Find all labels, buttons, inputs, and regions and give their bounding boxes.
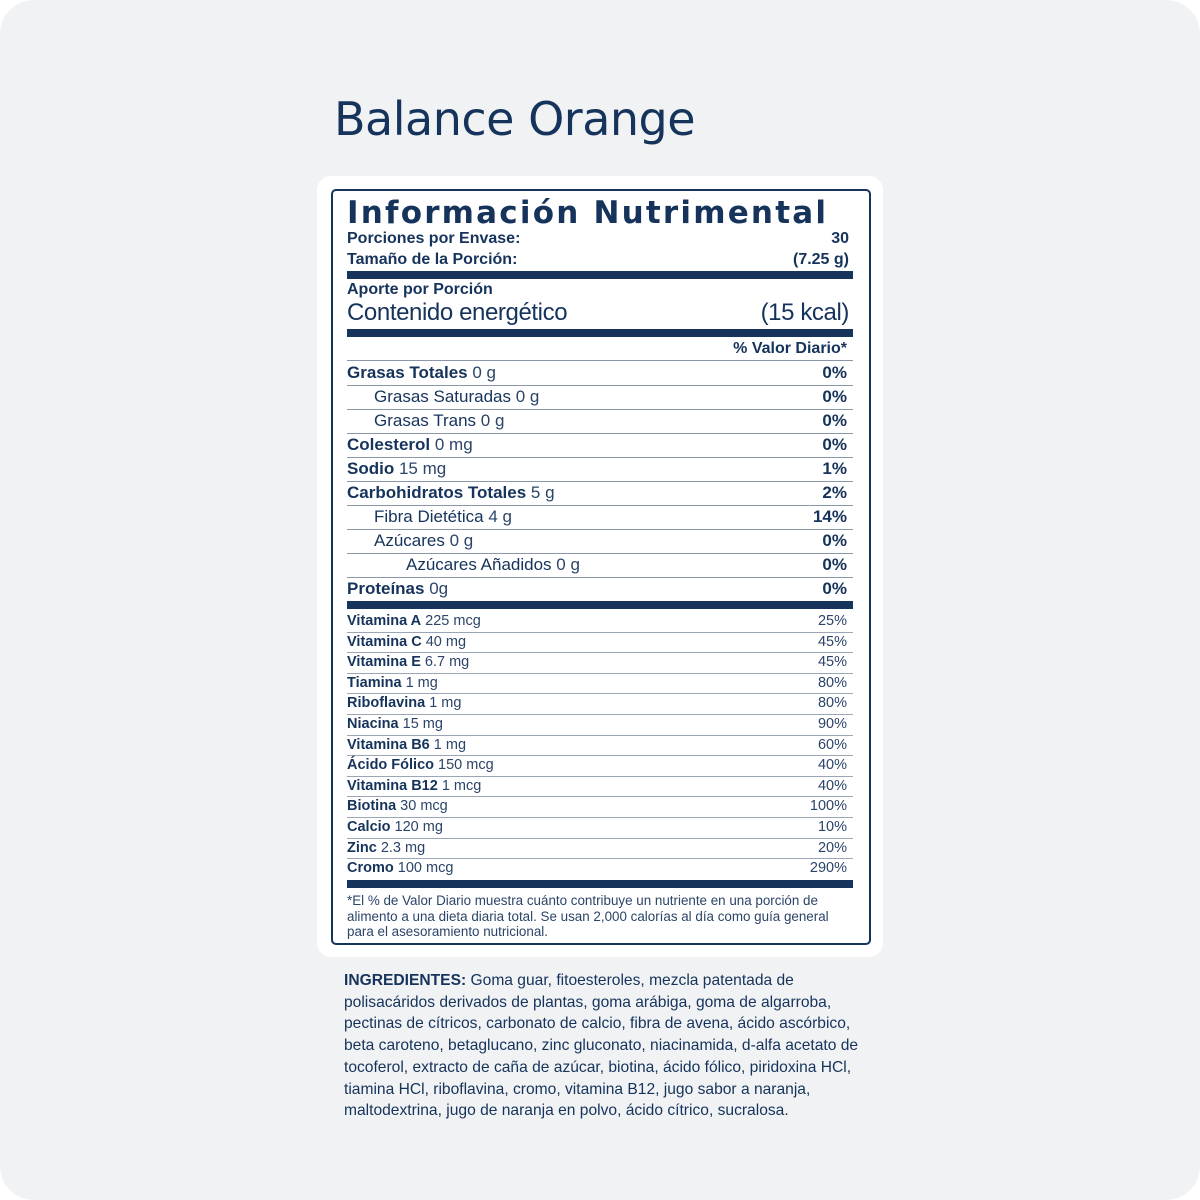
nutrient-daily-value: 2% [822,483,847,502]
vitamin-name: Vitamina A [347,613,422,629]
nutrient-daily-value: 14% [812,507,847,526]
nutrient-label [347,361,496,385]
nutrient-amount: 0g [429,579,449,598]
nutrient-row [347,409,853,434]
vitamin-label [347,652,469,673]
vitamin-amount: 1 mg [405,674,438,691]
vitamin-row [347,611,853,633]
nutrient-row [347,481,853,506]
vitamin-label [347,673,438,694]
nutrient-name: Fibra Dietética [374,507,484,526]
nutrient-name: Grasas Saturadas [374,387,512,406]
servings-label: Porciones por Envase: [347,230,521,247]
thick-divider [347,329,853,337]
vitamin-label [347,858,453,879]
nutrient-label [347,529,473,553]
vitamin-name: Vitamina C [347,633,422,650]
vitamin-name: Biotina [347,798,397,815]
product-title: Balance Orange [334,92,696,146]
nutrient-amount: 0 mg [434,435,473,454]
servings-row [347,229,853,248]
vitamin-row [347,714,853,736]
vitamin-daily-value: 290% [809,860,847,877]
nutrient-label [347,481,555,505]
vitamin-label [347,735,466,756]
nutrient-row [347,361,853,386]
vitamin-daily-value: 45% [817,633,847,650]
nutrient-row [347,577,853,601]
nutrient-amount: 0 g [480,411,505,430]
nutrient-name: Colesterol [347,435,431,454]
vitamin-label [347,693,461,714]
nutrient-label [347,409,504,433]
servings-value: 30 [831,230,849,247]
nutrient-label [347,433,473,457]
nutrient-amount: 0 g [556,555,580,574]
nutrient-row [347,553,853,578]
serving-size-row [347,250,853,269]
serving-size-label: Tamaño de la Porción: [347,251,518,268]
ingredients-block [344,970,874,1122]
vitamin-name: Niacina [347,716,399,732]
vitamin-daily-value: 60% [817,736,847,753]
vitamin-daily-value: 90% [817,716,847,732]
energy-value: (15 kcal) [760,299,849,326]
per-serving-row [347,280,853,299]
vitamin-amount: 40 mg [425,633,467,650]
nutrient-daily-value: 0% [822,387,847,406]
vitamin-row [347,817,853,839]
nutrient-amount: 0 g [449,531,474,550]
vitamin-name: Zinc [347,839,377,856]
dv-header-row [347,339,853,361]
nutrient-amount: 15 mg [398,459,447,478]
nutrient-label [347,505,512,529]
vitamin-amount: 6.7 mg [424,654,470,671]
vitamin-name: Ácido Fólico [347,757,434,774]
vitamin-amount: 120 mg [394,819,443,835]
nutrient-name: Grasas Trans [374,411,477,430]
vitamin-row [347,632,853,654]
vitamin-daily-value: 10% [817,819,847,835]
vitamin-daily-value: 80% [817,674,847,691]
nutrient-daily-value: 0% [822,579,847,598]
vitamin-amount: 100 mcg [397,860,454,877]
nutrient-daily-value: 0% [822,363,847,382]
label-heading: Información Nutrimental [347,195,829,231]
vitamin-name: Riboflavina [347,695,426,712]
vitamin-amount: 30 mcg [400,798,448,815]
nutrient-amount: 0 g [472,363,497,382]
thick-divider [347,880,853,888]
vitamin-row [347,652,853,674]
vitamin-label [347,838,425,859]
vitamin-name: Vitamina B12 [347,777,438,794]
vitamin-label [347,796,448,817]
nutrient-name: Carbohidratos Totales [347,483,527,502]
vitamin-name: Vitamina E [347,654,421,671]
vitamin-row [347,693,853,715]
vitamin-daily-value: 20% [817,839,847,856]
nutrient-label [347,385,539,409]
nutrient-daily-value: 0% [822,435,847,454]
nutrient-name: Grasas Totales [347,363,468,382]
energy-label: Contenido energético [347,299,568,326]
vitamin-row [347,858,853,879]
vitamin-label [347,611,481,632]
vitamin-amount: 1 mg [433,736,467,753]
nutrient-label [347,577,448,601]
per-serving-label: Aporte por Porción [347,281,493,298]
vitamin-amount: 150 mcg [438,757,494,774]
vitamin-daily-value: 80% [817,695,847,712]
nutrient-daily-value: 0% [822,531,847,550]
nutrient-daily-value: 0% [822,411,847,430]
nutrient-daily-value: 0% [822,555,847,574]
thick-divider [347,271,853,279]
nutrient-name: Proteínas [347,579,425,598]
vitamin-row [347,673,853,695]
vitamin-amount: 225 mcg [425,613,481,629]
nutrient-row [347,505,853,530]
vitamin-daily-value: 40% [817,777,847,794]
nutrient-name: Azúcares Añadidos [406,555,552,574]
serving-size-value: (7.25 g) [792,251,849,268]
vitamin-label [347,817,443,838]
nutrient-label [347,553,580,577]
vitamin-name: Cromo [347,860,394,877]
vitamin-amount: 2.3 mg [380,839,426,856]
nutrient-amount: 5 g [530,483,555,502]
nutrition-label [331,189,871,945]
vitamin-row [347,838,853,860]
ingredients-text: Goma guar, fitoesteroles, mezcla patentada de polisacáridos derivados de plantas, goma arábiga, goma de algarroba, pectinas de cítricos, carbonato de calcio, fibra de avena, ácido ascórbico, beta caroteno, betaglucano, zinc gluconato, niacinamida, d-alfa acetato de tocoferol, extracto de caña de azúcar, biotina, ácido fólico, piridoxina HCl, tiamina HCl, riboflavina, cromo, vitamina B12, jugo sabor a naranja, maltodextrina, jugo de naranja en polvo, ácido cítrico, sucralosa. [344,972,859,1120]
nutrient-row [347,529,853,554]
dv-header: % Valor Diario* [733,340,847,357]
vitamin-row [347,796,853,818]
vitamin-name: Vitamina B6 [347,736,430,753]
vitamin-name: Calcio [347,819,391,835]
vitamin-amount: 1 mg [429,695,462,712]
vitamin-label [347,776,481,797]
footnote: *El % de Valor Diario muestra cuánto contribuye un nutriente en una porción de alimento a una dieta diaria total. Se usan 2,000 calorías al día como guía general para el asesoramiento nutricional. [347,893,829,939]
energy-row [347,298,853,327]
nutrient-row [347,457,853,482]
thick-divider [347,601,853,609]
nutrient-name: Azúcares [374,531,445,550]
vitamin-label [347,714,443,735]
ingredients-label: INGREDIENTES: [344,972,467,989]
vitamin-amount: 15 mg [402,716,443,732]
vitamin-daily-value: 100% [809,798,847,815]
vitamin-daily-value: 45% [817,654,847,671]
nutrient-daily-value: 1% [822,459,847,478]
vitamin-row [347,755,853,777]
nutrient-name: Sodio [347,459,395,478]
vitamin-amount: 1 mcg [441,777,482,794]
vitamin-label [347,755,494,776]
nutrient-row [347,433,853,458]
nutrient-amount: 4 g [488,507,512,526]
vitamin-name: Tiamina [347,674,402,691]
nutrient-label [347,457,446,481]
nutrient-amount: 0 g [515,387,540,406]
vitamin-daily-value: 25% [817,613,847,629]
vitamin-row [347,735,853,757]
vitamin-row [347,776,853,798]
vitamin-label [347,632,466,653]
vitamin-daily-value: 40% [817,757,847,774]
nutrient-row [347,385,853,410]
